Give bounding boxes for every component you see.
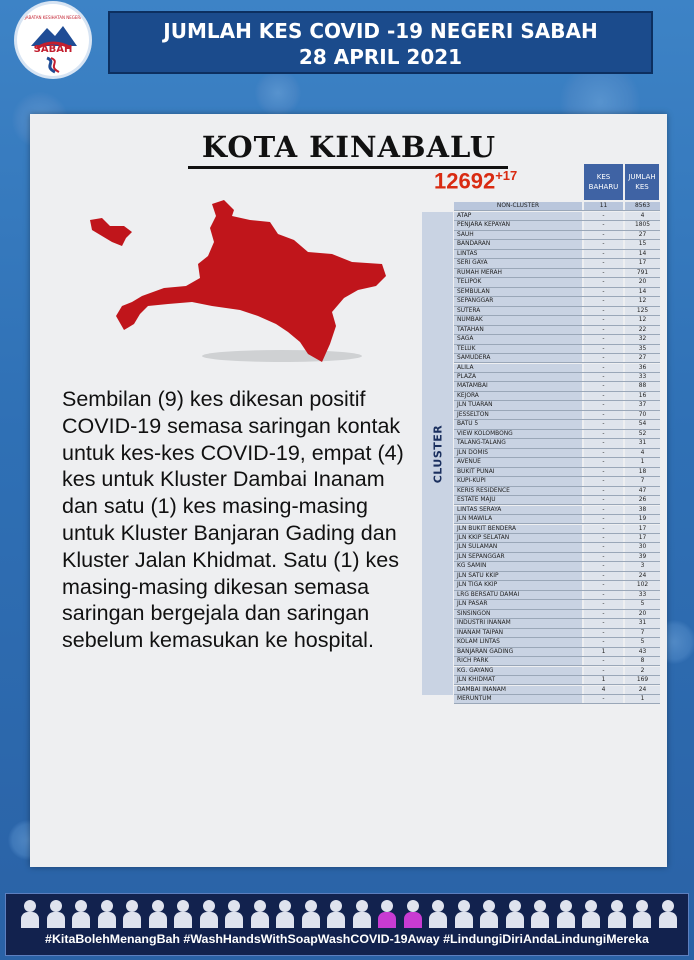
cluster-row <box>454 392 660 401</box>
cluster-row <box>454 326 660 335</box>
cluster-row <box>454 335 660 344</box>
row-new: - <box>584 629 623 637</box>
row-new: - <box>584 240 623 248</box>
row-name: INDUSTRI INANAM <box>457 620 511 627</box>
row-total: 15 <box>625 240 660 248</box>
cluster-row <box>454 354 660 363</box>
non-cluster-row <box>454 202 660 211</box>
row-name: NON-CLUSTER <box>496 203 540 209</box>
person-icon <box>327 898 345 928</box>
row-new: - <box>584 543 623 551</box>
row-name: PENJARA KEPAYAN <box>457 222 511 229</box>
row-total: 30 <box>625 543 660 551</box>
row-name: AVENUE <box>457 459 481 466</box>
row-name: SINSINGON <box>457 610 491 617</box>
row-new: - <box>584 259 623 267</box>
cluster-row <box>454 543 660 552</box>
content-panel <box>30 114 667 867</box>
row-name: TALANG-TALANG <box>457 440 506 447</box>
row-name: JLN MAWILA <box>457 516 493 523</box>
row-name: TELIPOK <box>457 279 482 286</box>
cluster-row <box>454 506 660 515</box>
row-name: JLN TIGA KKIP <box>457 582 498 589</box>
kota-kinabalu-map <box>82 194 392 374</box>
row-name: SAGA <box>457 336 474 343</box>
row-name: KERIS RESIDENCE <box>457 487 510 494</box>
row-total: 2 <box>625 667 660 675</box>
row-name: JLN KHIDMAT <box>457 677 496 684</box>
row-new: 4 <box>584 686 623 694</box>
row-total: 19 <box>625 515 660 523</box>
row-new: - <box>584 354 623 362</box>
cluster-row <box>454 629 660 638</box>
row-name: INANAM TAIPAN <box>457 629 504 636</box>
row-name: JLN PASAR <box>457 601 488 608</box>
row-new: - <box>584 335 623 343</box>
row-total: 32 <box>625 335 660 343</box>
person-icon <box>608 898 626 928</box>
cluster-row <box>454 439 660 448</box>
row-total: 4 <box>625 212 660 220</box>
row-new: - <box>584 401 623 409</box>
row-name: JLN TUARAN <box>457 402 493 409</box>
person-icon <box>353 898 371 928</box>
row-new: - <box>584 439 623 447</box>
cluster-row <box>454 449 660 458</box>
row-new: - <box>584 477 623 485</box>
cluster-row <box>454 534 660 543</box>
row-total: 70 <box>625 411 660 419</box>
row-new: - <box>584 307 623 315</box>
row-new: 11 <box>584 202 623 210</box>
person-icon <box>531 898 549 928</box>
cluster-row <box>454 430 660 439</box>
row-name: KUPI-KUPI <box>457 478 486 485</box>
row-total: 54 <box>625 420 660 428</box>
row-new: - <box>584 326 623 334</box>
cluster-row <box>454 373 660 382</box>
cluster-row <box>454 487 660 496</box>
row-name: KOLAM LINTAS <box>457 639 500 646</box>
row-new: - <box>584 600 623 608</box>
cluster-row <box>454 496 660 505</box>
row-name: JLN KKIP SELATAN <box>457 534 510 541</box>
row-new: - <box>584 420 623 428</box>
person-icon <box>72 898 90 928</box>
row-name: SAMUDERA <box>457 355 491 362</box>
row-new: - <box>584 506 623 514</box>
row-name: BANJARAN GADING <box>457 648 514 655</box>
row-name: JLN DOMIS <box>457 449 489 456</box>
cluster-row <box>454 610 660 619</box>
cluster-row <box>454 345 660 354</box>
row-name: BANDARAN <box>457 241 491 248</box>
row-name: JESSELTON <box>457 411 489 418</box>
cluster-row <box>454 515 660 524</box>
person-icon <box>98 898 116 928</box>
cluster-row <box>454 250 660 259</box>
row-name: JLN BUKIT BENDERA <box>457 525 517 532</box>
row-total: 14 <box>625 288 660 296</box>
title-banner <box>108 11 653 74</box>
row-name: SERI GAYA <box>457 260 488 267</box>
row-total: 8563 <box>625 202 660 210</box>
row-total: 17 <box>625 525 660 533</box>
row-total: 31 <box>625 439 660 447</box>
cluster-row <box>454 288 660 297</box>
row-name: KG. GAYANG <box>457 667 494 674</box>
row-total: 17 <box>625 259 660 267</box>
person-icon <box>480 898 498 928</box>
row-name: TATAHAN <box>457 326 484 333</box>
ministry-logo <box>17 4 89 76</box>
cluster-row <box>454 572 660 581</box>
row-name: JLN SATU KKIP <box>457 572 499 579</box>
page-title: JUMLAH KES COVID -19 NEGERI SABAH <box>163 19 598 43</box>
person-icon <box>174 898 192 928</box>
cluster-row <box>454 525 660 534</box>
cluster-row <box>454 676 660 685</box>
total-value: 12692 <box>434 168 496 194</box>
cluster-row <box>454 553 660 562</box>
row-new: - <box>584 392 623 400</box>
cluster-row <box>454 420 660 429</box>
row-total: 7 <box>625 477 660 485</box>
logo-subtext: JABATAN KESIHATAN NEGERI <box>24 15 82 20</box>
row-name: MATAMBAI <box>457 383 488 390</box>
row-total: 8 <box>625 657 660 665</box>
row-name: BUKIT PUNAI <box>457 468 495 475</box>
cluster-row <box>454 401 660 410</box>
row-new: - <box>584 667 623 675</box>
row-total: 88 <box>625 382 660 390</box>
person-icon <box>200 898 218 928</box>
row-total: 1 <box>625 695 660 703</box>
total-new: +17 <box>495 168 518 183</box>
logo-text: SABAH <box>33 44 73 55</box>
row-name: PLAZA <box>457 373 477 380</box>
row-total: 22 <box>625 326 660 334</box>
row-name: SAUH <box>457 231 474 238</box>
row-name: LINTAS <box>457 250 478 257</box>
row-new: - <box>584 515 623 523</box>
row-total: 169 <box>625 676 660 684</box>
row-total: 24 <box>625 572 660 580</box>
row-name: MERUNTUM <box>457 695 492 702</box>
col-header-new: KES BAHARU <box>584 164 623 200</box>
cluster-row <box>454 364 660 373</box>
cluster-row <box>454 269 660 278</box>
cluster-row <box>454 231 660 240</box>
cluster-row <box>454 638 660 647</box>
row-name: LINTAS SERAYA <box>457 506 502 513</box>
report-date: 28 APRIL 2021 <box>298 45 463 69</box>
cluster-row <box>454 591 660 600</box>
row-new: - <box>584 221 623 229</box>
row-total: 5 <box>625 638 660 646</box>
row-new: - <box>584 562 623 570</box>
row-total: 35 <box>625 345 660 353</box>
row-name: KEJORA <box>457 392 479 399</box>
person-icon <box>506 898 524 928</box>
cluster-row <box>454 382 660 391</box>
row-total: 12 <box>625 316 660 324</box>
cluster-row <box>454 657 660 666</box>
row-total: 33 <box>625 591 660 599</box>
cluster-row <box>454 240 660 249</box>
cluster-row <box>454 477 660 486</box>
col-header-total: JUMLAH KES <box>625 164 659 200</box>
row-total: 125 <box>625 307 660 315</box>
row-new: - <box>584 496 623 504</box>
row-new: - <box>584 619 623 627</box>
cluster-row <box>454 686 660 695</box>
person-icon <box>404 898 422 928</box>
row-total: 102 <box>625 581 660 589</box>
row-new: - <box>584 534 623 542</box>
row-total: 16 <box>625 392 660 400</box>
cluster-row <box>454 316 660 325</box>
row-total: 43 <box>625 648 660 656</box>
row-new: - <box>584 458 623 466</box>
person-icon <box>659 898 677 928</box>
cluster-row <box>454 297 660 306</box>
row-new: - <box>584 269 623 277</box>
row-total: 24 <box>625 686 660 694</box>
map-island <box>90 218 132 246</box>
row-total: 20 <box>625 610 660 618</box>
cluster-row <box>454 600 660 609</box>
row-new: - <box>584 382 623 390</box>
cluster-label <box>422 212 453 695</box>
row-total: 27 <box>625 231 660 239</box>
hashtags-text: #KitaBolehMenangBah #WashHandsWithSoapWashCOVID-19Away #LindungiDiriAndaLindungiMereka <box>45 932 649 946</box>
row-total: 5 <box>625 600 660 608</box>
row-name: JLN SULAMAN <box>457 544 498 551</box>
swoosh-icon <box>17 56 89 76</box>
cluster-row <box>454 411 660 420</box>
row-new: - <box>584 345 623 353</box>
cluster-row <box>454 307 660 316</box>
person-icon <box>582 898 600 928</box>
row-new: - <box>584 572 623 580</box>
person-icon <box>378 898 396 928</box>
person-icon <box>47 898 65 928</box>
frontliner-icons <box>21 898 676 928</box>
map-mainland <box>116 200 386 362</box>
row-new: - <box>584 638 623 646</box>
row-name: ATAP <box>457 213 472 219</box>
row-name: TELUK <box>457 345 476 352</box>
row-total: 18 <box>625 468 660 476</box>
row-total: 3 <box>625 562 660 570</box>
cluster-row <box>454 648 660 657</box>
row-name: BATU 5 <box>457 421 479 428</box>
person-icon <box>251 898 269 928</box>
row-total: 14 <box>625 250 660 258</box>
row-new: - <box>584 411 623 419</box>
row-total: 791 <box>625 269 660 277</box>
cluster-row <box>454 468 660 477</box>
row-name: SEPANGGAR <box>457 298 494 305</box>
row-new: - <box>584 231 623 239</box>
row-name: ALILA <box>457 364 474 371</box>
row-name: DAMBAI INANAM <box>457 686 506 693</box>
row-new: - <box>584 581 623 589</box>
row-total: 7 <box>625 629 660 637</box>
total-cases <box>434 168 517 194</box>
row-new: - <box>584 430 623 438</box>
city-title: KOTA KINABALU <box>201 130 497 164</box>
row-total: 12 <box>625 297 660 305</box>
footer-banner <box>5 893 689 956</box>
cluster-row <box>454 212 660 221</box>
cluster-row <box>454 562 660 571</box>
row-new: - <box>584 364 623 372</box>
row-new: - <box>584 212 623 220</box>
row-total: 17 <box>625 534 660 542</box>
person-icon <box>429 898 447 928</box>
row-total: 52 <box>625 430 660 438</box>
row-new: - <box>584 695 623 703</box>
row-name: SUTERA <box>457 307 481 314</box>
row-name: LRG BERSATU DAMAI <box>457 591 520 598</box>
person-icon <box>276 898 294 928</box>
cluster-row <box>454 581 660 590</box>
row-name: VIEW KOLOMBONG <box>457 430 513 437</box>
person-icon <box>123 898 141 928</box>
row-new: 1 <box>584 676 623 684</box>
row-total: 31 <box>625 619 660 627</box>
cluster-row <box>454 619 660 628</box>
row-new: - <box>584 610 623 618</box>
row-new: 1 <box>584 648 623 656</box>
row-total: 33 <box>625 373 660 381</box>
row-total: 39 <box>625 553 660 561</box>
row-new: - <box>584 657 623 665</box>
row-total: 1 <box>625 458 660 466</box>
row-total: 20 <box>625 278 660 286</box>
row-total: 37 <box>625 401 660 409</box>
row-name: RUMAH MERAH <box>457 269 502 276</box>
cluster-row <box>454 221 660 230</box>
cluster-label-text: CLUSTER <box>431 424 444 483</box>
person-icon <box>455 898 473 928</box>
row-name: KG SAMIN <box>457 563 487 570</box>
row-total: 27 <box>625 354 660 362</box>
row-total: 26 <box>625 496 660 504</box>
row-new: - <box>584 250 623 258</box>
row-new: - <box>584 297 623 305</box>
person-icon <box>21 898 39 928</box>
row-total: 4 <box>625 449 660 457</box>
person-icon <box>149 898 167 928</box>
row-new: - <box>584 591 623 599</box>
row-total: 1805 <box>625 221 660 229</box>
person-icon <box>633 898 651 928</box>
row-name: ESTATE MAJU <box>457 497 496 504</box>
row-name: JLN SEPANGGAR <box>457 553 505 560</box>
row-new: - <box>584 487 623 495</box>
row-total: 36 <box>625 364 660 372</box>
virus-decoration <box>255 70 301 116</box>
row-total: 47 <box>625 487 660 495</box>
cluster-row <box>454 458 660 467</box>
row-new: - <box>584 525 623 533</box>
row-new: - <box>584 288 623 296</box>
row-new: - <box>584 553 623 561</box>
row-new: - <box>584 373 623 381</box>
person-icon <box>225 898 243 928</box>
row-name: RICH PARK <box>457 658 489 665</box>
row-new: - <box>584 468 623 476</box>
cluster-row <box>454 278 660 287</box>
row-name: SEMBULAN <box>457 288 490 295</box>
row-new: - <box>584 278 623 286</box>
row-name: NUMBAK <box>457 317 483 324</box>
person-icon <box>557 898 575 928</box>
cluster-row <box>454 695 660 704</box>
cluster-row <box>454 667 660 676</box>
description-text: Sembilan (9) kes dikesan positif COVID-19 semasa saringan kontak untuk kes-kes COVID-19, empat (4) kes untuk Kluster Dambai Inanam dan satu (1) kes masing-masing untuk Kluster Banjaran Gading dan Kluster Jalan Khidmat. Satu (1) kes masing-masing dikesan semasa saringan bergejala dan saringan sebelum kemasukan ke hospital. <box>62 387 404 653</box>
row-new: - <box>584 449 623 457</box>
person-icon <box>302 898 320 928</box>
row-total: 38 <box>625 506 660 514</box>
row-new: - <box>584 316 623 324</box>
cluster-row <box>454 259 660 268</box>
